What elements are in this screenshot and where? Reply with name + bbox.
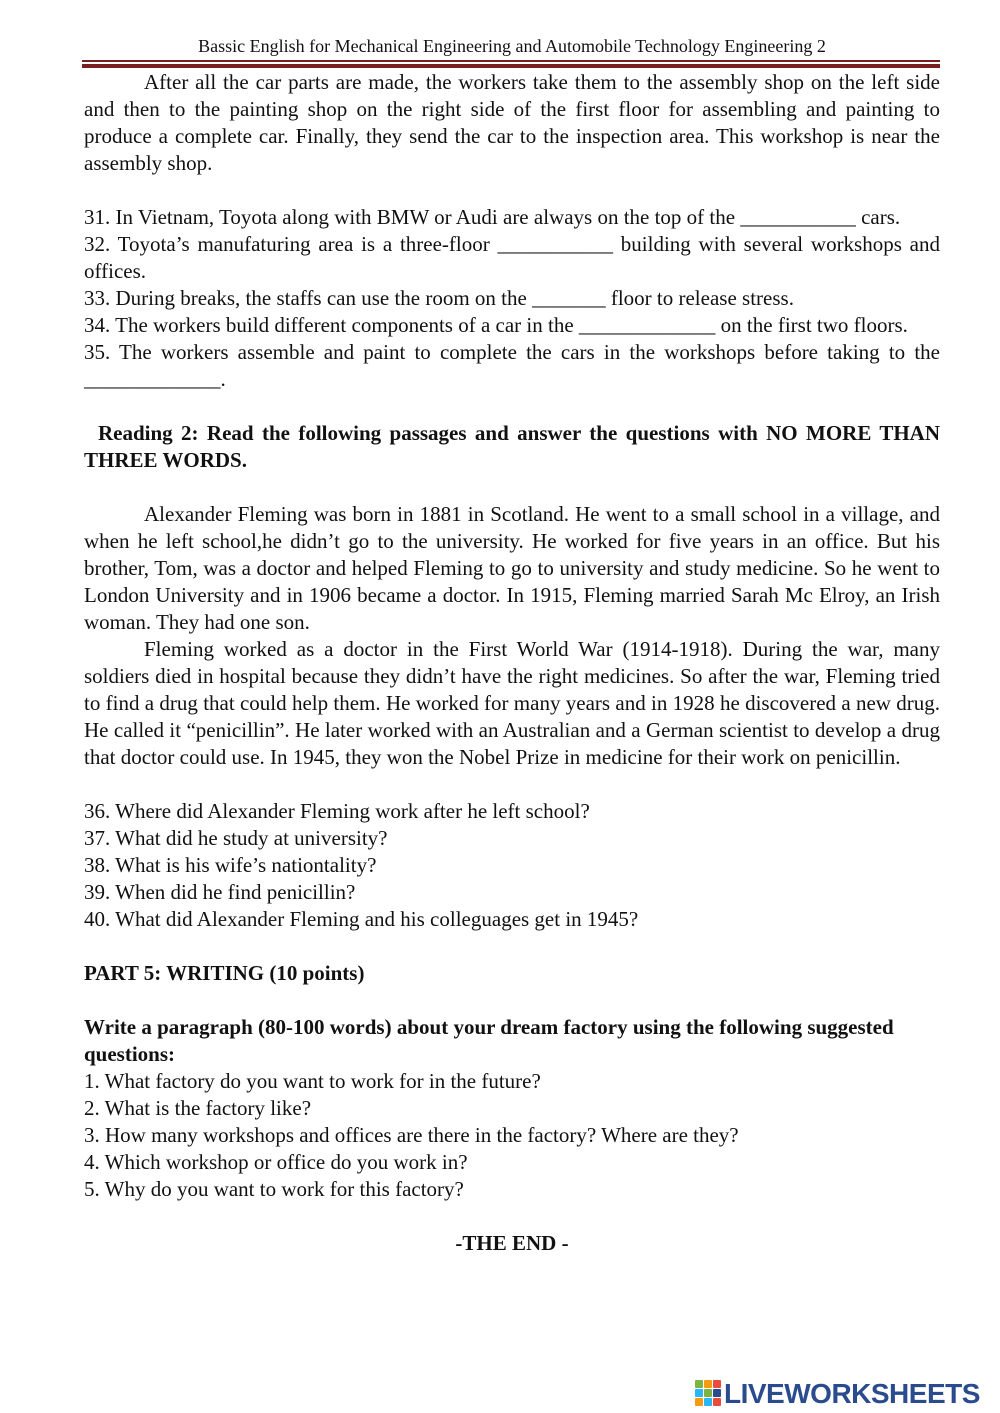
- logo-cell-9: [713, 1398, 721, 1406]
- logo-cell-3: [713, 1380, 721, 1388]
- liveworksheets-grid-icon: [695, 1380, 721, 1406]
- reading-2-paragraph-1: Alexander Fleming was born in 1881 in Scotland. He went to a small school in a village, and when he left school,he didn’t go to the university. He worked for five years in an office. But his brother, Tom, was a doctor and helped Fleming to go to university and study medicine. So he went to London University and in 1906 became a doctor. In 1915, Fleming married Sarah Mc Elroy, an Irish woman. They had one son.: [84, 502, 940, 634]
- question-34: 34. The workers build different components of a car in the _____________ on the first two floors.: [84, 313, 908, 337]
- part-5-instruction: Write a paragraph (80-100 words) about your dream factory using the following suggested questions:: [84, 1015, 894, 1066]
- logo-cell-2: [704, 1380, 712, 1388]
- intro-paragraph: After all the car parts are made, the workers take them to the assembly shop on the left side and then to the painting shop on the right side of the first floor for assembling and painting to produce a complete car. Finally, they send the car to the inspection area. This workshop is near the assembly shop.: [84, 70, 940, 175]
- question-40: 40. What did Alexander Fleming and his colleguages get in 1945?: [84, 907, 639, 931]
- question-33: 33. During breaks, the staffs can use the room on the _______ floor to release stress.: [84, 286, 794, 310]
- questions-31-35: [84, 204, 940, 393]
- reading-2-paragraph-2: Fleming worked as a doctor in the First World War (1914-1918). During the war, many soldiers died in hospital because they didn’t have the right medicines. So after the war, Fleming tried to find a drug that could help them. He worked for many years and in 1928 he discovered a new drug. He called it “penicillin”. He later worked with an Australian and a German scientist to develop a drug that doctor could use. In 1945, they won the Nobel Prize in medicine for their work on penicillin.: [84, 637, 940, 769]
- writing-question-5: 5. Why do you want to work for this factory?: [84, 1177, 464, 1201]
- writing-question-3: 3. How many workshops and offices are there in the factory? Where are they?: [84, 1123, 739, 1147]
- question-32: 32. Toyota’s manufaturing area is a three-floor ___________ building with several workshops and offices.: [84, 232, 940, 283]
- logo-cell-7: [695, 1398, 703, 1406]
- question-31: 31. In Vietnam, Toyota along with BMW or Audi are always on the top of the ___________ cars.: [84, 205, 901, 229]
- header-rule-thin: [82, 60, 940, 62]
- question-35: 35. The workers assemble and paint to complete the cars in the workshops before taking to the _____________.: [84, 340, 940, 391]
- page-header: Bassic English for Mechanical Engineering and Automobile Technology Engineering 2: [198, 36, 826, 56]
- logo-cell-1: [695, 1380, 703, 1388]
- question-37: 37. What did he study at university?: [84, 826, 388, 850]
- logo-cell-5: [704, 1389, 712, 1397]
- part-5-questions: [84, 1068, 940, 1203]
- header-rule-thick: [82, 64, 940, 68]
- page-content: [84, 69, 940, 1257]
- question-38: 38. What is his wife’s nationtality?: [84, 853, 377, 877]
- logo-cell-6: [713, 1389, 721, 1397]
- writing-question-1: 1. What factory do you want to work for in the future?: [84, 1069, 541, 1093]
- the-end-text: -THE END -: [455, 1231, 569, 1255]
- question-39: 39. When did he find penicillin?: [84, 880, 356, 904]
- reading-2-heading: Reading 2: Read the following passages and answer the questions with NO MORE THAN THREE WORDS.: [84, 421, 940, 472]
- liveworksheets-logo: [695, 1378, 980, 1408]
- logo-cell-8: [704, 1398, 712, 1406]
- writing-question-4: 4. Which workshop or office do you work in?: [84, 1150, 468, 1174]
- questions-36-40: [84, 798, 940, 933]
- logo-cell-4: [695, 1389, 703, 1397]
- part-5-title: PART 5: WRITING (10 points): [84, 961, 365, 985]
- question-36: 36. Where did Alexander Fleming work after he left school?: [84, 799, 590, 823]
- writing-question-2: 2. What is the factory like?: [84, 1096, 312, 1120]
- liveworksheets-logo-text: LIVEWORKSHEETS: [724, 1377, 980, 1409]
